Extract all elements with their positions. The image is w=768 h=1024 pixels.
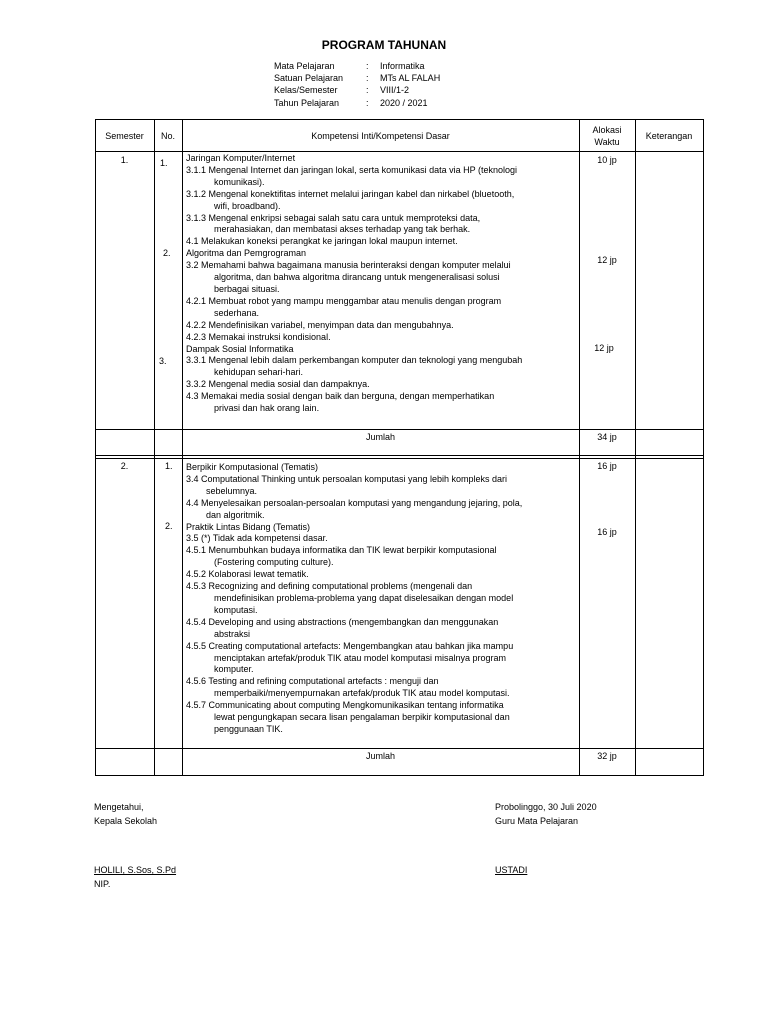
competency-line: 4.2.1 Membuat robot yang mampu menggambar atau menulis dengan program: [186, 295, 502, 306]
sem2-jumlah-label: Jumlah: [365, 751, 395, 761]
competency-line: kehidupan sehari-hari.: [214, 367, 304, 378]
topic-heading: Algoritma dan Pemgrograman: [186, 248, 307, 259]
meta-row-subject: [274, 60, 440, 72]
meta-value: Informatika: [380, 61, 425, 71]
competency-line: (Fostering computing culture).: [214, 557, 334, 568]
header-alokasi: [579, 124, 635, 148]
signature-right: [495, 800, 597, 828]
competency-line: menciptakan artefak/produk TIK atau model komputasi misalnya program: [214, 652, 506, 663]
competency-line: 3.3.2 Mengenal media sosial dan dampaknya.: [186, 379, 370, 390]
principal-name-block: [94, 863, 176, 891]
competency-line: penggunaan TIK.: [214, 723, 283, 734]
sem1-alokasi-1: 10 jp: [597, 155, 617, 165]
header-semester: Semester: [105, 131, 144, 141]
sem1-alokasi-3: 12 jp: [594, 343, 614, 353]
competency-line: 3.5 (*) Tidak ada kompetensi dasar.: [186, 533, 328, 544]
meta-value: 2020 / 2021: [380, 97, 428, 108]
row-divider: [95, 429, 704, 430]
competency-line: 4.2.2 Mendefinisikan variabel, menyimpan data dan mengubahnya.: [186, 319, 454, 330]
topic-heading: Berpikir Komputasional (Tematis): [186, 462, 319, 472]
table-border-bottom: [95, 775, 704, 776]
col-border: [635, 119, 636, 776]
row-divider: [95, 455, 704, 456]
row-divider: [95, 748, 704, 749]
meta-row-school: [274, 72, 440, 84]
sem2-alokasi-2: 16 jp: [597, 527, 617, 537]
competency-line: 3.1.2 Mengenal konektifitas internet melalui jaringan kabel dan nirkabel (bluetooth,: [186, 188, 515, 199]
sem1-jumlah-label: Jumlah: [365, 432, 395, 442]
competency-line: sederhana.: [214, 307, 260, 318]
competency-line: 4.5.1 Menumbuhkan budaya informatika dan TIK lewat berpikir komputasional: [186, 545, 497, 556]
meta-sep: :: [366, 73, 369, 84]
competency-line: wifi, broadband).: [214, 200, 281, 211]
meta-row-year: [274, 97, 440, 109]
competency-line: abstraksi: [214, 628, 251, 639]
sem1-no-2: 2.: [163, 248, 171, 258]
header-keterangan: Keterangan: [645, 131, 693, 141]
meta-sep: :: [366, 61, 369, 71]
col-border: [154, 119, 155, 776]
place-date: Probolinggo, 30 Juli 2020: [495, 802, 597, 812]
competency-line: privasi dan hak orang lain.: [214, 403, 320, 414]
meta-row-class: [274, 84, 440, 96]
competency-line: 4.5.5 Creating computational artefacts: Mengembangkan atau bahkan jika mampu: [186, 640, 514, 651]
meta-label: Kelas/Semester: [274, 85, 338, 96]
competency-line: 3.4 Computational Thinking untuk persoalan komputasi yang lebih kompleks dari: [186, 473, 508, 484]
header-divider: [95, 151, 704, 152]
principal-nip: NIP.: [94, 879, 111, 889]
competency-line: merahasiakan, dan membatasi akses terhadap yang tak berhak.: [214, 224, 471, 235]
teacher-name: USTADI: [495, 865, 528, 875]
meta-sep: :: [366, 85, 369, 96]
identity-block: [274, 60, 440, 109]
header-no: No.: [160, 131, 175, 141]
topic-heading: Dampak Sosial Informatika: [186, 343, 294, 354]
competency-line: 3.1.1 Mengenal Internet dan jaringan lokal, serta komunikasi data via HP (teknologi: [186, 164, 518, 175]
col-border: [182, 119, 183, 776]
meta-sep: :: [366, 97, 369, 108]
competency-line: 4.4 Menyelesaikan persoalan-persoalan komputasi yang mengandung jejaring, pola,: [186, 497, 523, 508]
competency-line: dan algoritmik.: [206, 509, 265, 520]
sem2-jumlah-value: 32 jp: [597, 751, 617, 761]
competency-line: algoritma, dan bahwa algoritma dirancang untuk mengeneralisasi solusi: [214, 272, 500, 283]
competency-line: 4.5.2 Kolaborasi lewat tematik.: [186, 569, 309, 580]
meta-label: Satuan Pelajaran: [274, 73, 344, 84]
competency-line: komunikasi).: [214, 176, 265, 187]
competency-line: komputer.: [214, 664, 254, 675]
table-border-top: [95, 119, 704, 120]
competency-line: komputasi.: [214, 604, 258, 615]
col-border: [703, 119, 704, 776]
meta-label: Tahun Pelajaran: [274, 97, 340, 108]
meta-value: VIII/1-2: [380, 85, 410, 96]
sem1-jumlah-value: 34 jp: [597, 432, 617, 442]
meta-label: Mata Pelajaran: [274, 61, 335, 71]
signature-left: [94, 800, 157, 828]
competency-line: 4.2.3 Memakai instruksi kondisional.: [186, 331, 331, 342]
header-alokasi-line: Waktu: [594, 137, 620, 147]
topic-heading: Jaringan Komputer/Internet: [186, 153, 296, 163]
sem2-alokasi-1: 16 jp: [597, 461, 617, 471]
topic-heading: Praktik Lintas Bidang (Tematis): [186, 521, 311, 532]
sem2-no-1: 1.: [165, 461, 173, 471]
competency-line: mendefinisikan problema-problema yang dapat diselesaikan dengan model: [214, 592, 514, 603]
competency-line: 3.3.1 Mengenal lebih dalam perkembangan komputer dan teknologi yang mengubah: [186, 355, 523, 366]
competency-line: 4.3 Memakai media sosial dengan baik dan berguna, dengan memperhatikan: [186, 391, 495, 402]
competency-line: memperbaiki/menyempurnakan artefak/produk TIK atau model komputasi.: [214, 688, 510, 699]
competency-line: 3.2 Memahami bahwa bagaimana manusia berinteraksi dengan komputer melalui: [186, 260, 511, 271]
competency-line: lewat pengungkapan secara lisan pengalaman berpikir komputasional dan: [214, 712, 510, 723]
principal-title: Kepala Sekolah: [94, 816, 158, 826]
semester-2-number: 2.: [120, 461, 129, 471]
sem2-no-2: 2.: [165, 521, 173, 531]
semester-1-number: 1.: [120, 155, 129, 165]
header-kompetensi: Kompetensi Inti/Kompetensi Dasar: [311, 131, 450, 141]
sem1-no-1: 1.: [160, 158, 168, 168]
competency-line: berbagai situasi.: [214, 283, 280, 294]
col-border: [579, 119, 580, 776]
competency-line: 3.1.3 Mengenal enkripsi sebagai salah satu cara untuk memproteksi data,: [186, 212, 481, 223]
acknowledged-label: Mengetahui,: [94, 802, 144, 812]
competency-line: 4.5.3 Recognizing and defining computational problems (mengenali dan: [186, 581, 473, 592]
row-divider: [95, 458, 704, 459]
meta-value: MTs AL FALAH: [380, 73, 441, 84]
header-alokasi-line: Alokasi: [592, 125, 622, 135]
competency-line: sebelumnya.: [206, 485, 258, 496]
competency-line: 4.5.7 Communicating about computing Mengkomunikasikan tentang informatika: [186, 700, 504, 711]
principal-name: HOLILI, S.Sos, S.Pd: [94, 865, 177, 875]
competency-line: 4.5.6 Testing and refining computational artefacts : menguji dan: [186, 676, 439, 687]
teacher-title: Guru Mata Pelajaran: [495, 816, 579, 826]
sem2-competency-list: [186, 462, 522, 736]
sem1-no-3: 3.: [159, 356, 167, 366]
col-border: [95, 119, 96, 776]
competency-line: 4.1 Melakukan koneksi perangkat ke jaringan lokal maupun internet.: [186, 236, 458, 247]
page-title: PROGRAM TAHUNAN: [321, 38, 447, 52]
teacher-name-block: [495, 863, 527, 877]
sem1-alokasi-2: 12 jp: [597, 255, 617, 265]
sem1-competency-list: [186, 153, 522, 415]
competency-line: 4.5.4 Developing and using abstractions (mengembangkan dan menggunakan: [186, 616, 499, 627]
